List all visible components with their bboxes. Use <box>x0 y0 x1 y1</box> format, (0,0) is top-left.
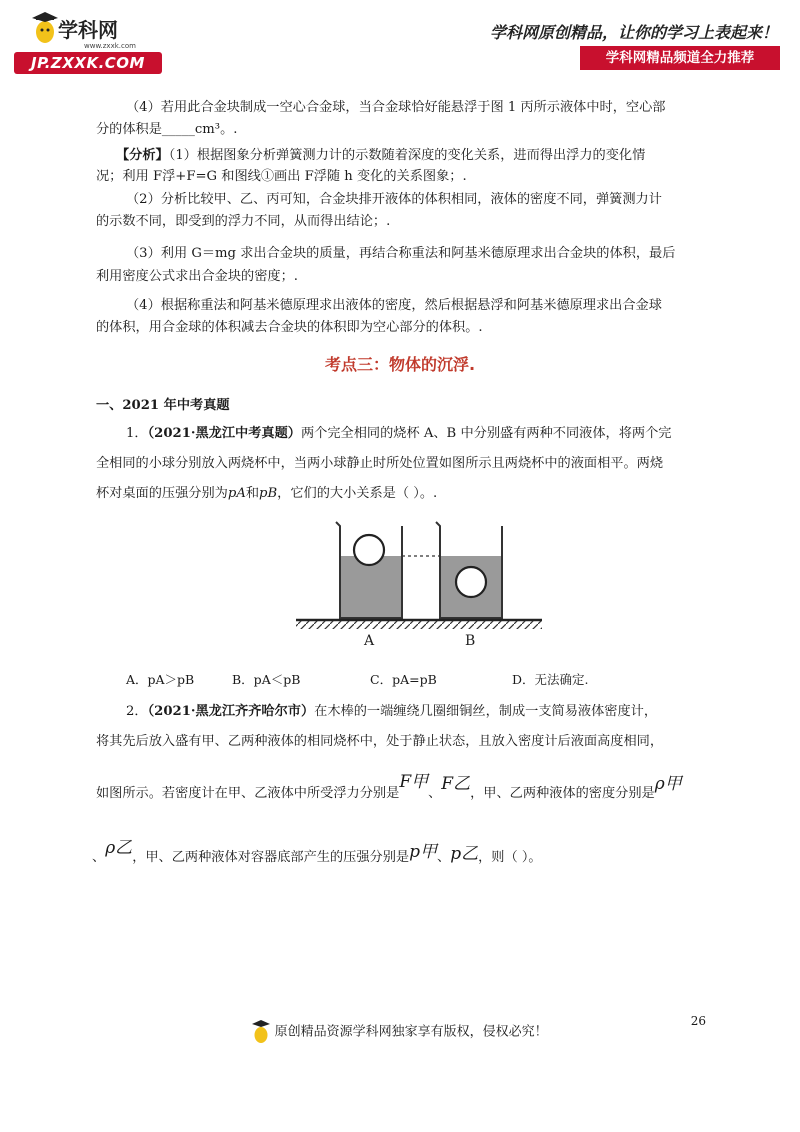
q2-f-yi: F乙 <box>441 774 471 794</box>
mascot-icon <box>252 1020 270 1044</box>
site-logo <box>14 12 164 74</box>
q2-p-yi: p乙 <box>450 844 479 864</box>
analysis-1b: 况；利用 F浮+F=G 和图线①画出 F浮随 h 变化的关系图象；. <box>96 169 467 184</box>
q2-rho-yi: ρ乙 <box>105 838 133 858</box>
footer-copyright <box>0 1020 800 1044</box>
q4-line1: （4）若用此合金块制成一空心合金球，当合金球恰好能悬浮于图 1 丙所示液体中时，空心部 <box>126 100 666 115</box>
q1-option-a: A．pA＞pB <box>126 672 195 687</box>
q2-f-jia: F甲 <box>399 772 429 792</box>
header-slogan: 学科网原创精品，让你的学习上表起来！ <box>489 23 778 42</box>
q2-line1 <box>126 702 657 722</box>
logo-name: 学科网 <box>58 18 118 42</box>
q4-line2: 分的体积是_____cm³。. <box>96 122 238 137</box>
q1-line1 <box>126 424 671 444</box>
q2-text4a: ，甲、乙两种液体对容器底部产生的压强分别是 <box>132 850 410 865</box>
header-recommend-bar: 学科网精品频道全力推荐 <box>580 46 780 70</box>
q2-line2: 将其先后放入盛有甲、乙两种液体的相同烧杯中，处于静止状态，且放入密度计后液面高度相同， <box>96 734 664 749</box>
q1-number: 1． <box>126 426 148 441</box>
analysis-line1 <box>116 146 645 166</box>
analysis-1a: （1）根据图象分析弹簧测力计的示数随着深度的变化关系，进而得出浮力的变化情 <box>168 148 646 163</box>
analysis-3b: 利用密度公式求出合金块的密度；. <box>96 269 299 284</box>
q1-option-d: D．无法确定. <box>512 672 589 687</box>
q2-source: （2021·黑龙江齐齐哈尔市） <box>147 704 315 719</box>
label-a: A <box>364 633 375 649</box>
q2-p-jia: p甲 <box>409 842 438 862</box>
analysis-label: 【分析】 <box>116 148 169 163</box>
label-b: B <box>465 633 476 649</box>
student-mascot-icon <box>32 12 58 46</box>
ball-b <box>456 567 486 597</box>
section-title: 考点三：物体的沉浮. <box>324 355 476 374</box>
q2-rho-jia: ρ甲 <box>654 774 682 794</box>
q2-text1: 在木棒的一端缠绕几圈细铜丝，制成一支简易液体密度计， <box>314 704 658 719</box>
beaker-a <box>336 522 402 618</box>
logo-url: www.zxxk.com <box>84 42 136 50</box>
analysis-4a: （4）根据称重法和阿基米德原理求出液体的密度，然后根据悬浮和阿基米德原理求出合金球 <box>126 298 662 313</box>
q1-line3 <box>96 484 437 504</box>
q1-pb: pB <box>259 486 278 501</box>
q2-text4b: ，则（ ）。 <box>478 850 542 865</box>
q2-line4 <box>92 838 542 868</box>
q1-option-b: B．pA＜pB <box>232 672 301 687</box>
q2-text3b: ，甲、乙两种液体的密度分别是 <box>470 786 655 801</box>
q1-text1: 两个完全相同的烧杯 A、B 中分别盛有两种不同液体，将两个完 <box>300 426 672 441</box>
q2-number: 2． <box>126 704 148 719</box>
q2-line4-sep: 、 <box>92 850 106 865</box>
q1-line2: 全相同的小球分别放入两烧杯中，当两小球静止时所处位置如图所示且两烧杯中的液面相平。两烧 <box>96 456 664 471</box>
logo-domain: JP.ZXXK.COM <box>14 52 162 74</box>
beaker-b <box>436 522 502 618</box>
analysis-2a: （2）分析比较甲、乙、丙可知，合金块排开液体的体积相同，液体的密度不同，弹簧测力计 <box>126 192 662 207</box>
analysis-3a: （3）利用 G＝mg 求出合金块的质量，再结合称重法和阿基米德原理求出合金块的体积，最后 <box>126 246 676 261</box>
q1-pa: pA <box>227 486 246 501</box>
table-hatch <box>296 621 542 629</box>
subsection-heading: 一、2021 年中考真题 <box>96 398 230 413</box>
beaker-figure <box>290 512 550 652</box>
page-number: 26 <box>690 1014 706 1028</box>
q2-line3 <box>96 772 682 804</box>
q2-sep2: 、 <box>437 850 451 865</box>
q1-source: （2021·黑龙江中考真题） <box>147 426 301 441</box>
analysis-4b: 的体积，用合金球的体积减去合金块的体积即为空心部分的体积。. <box>96 320 483 335</box>
q1-text3b: ，它们的大小关系是（ ）。. <box>277 486 438 501</box>
q2-text3a: 如图所示。若密度计在甲、乙液体中所受浮力分别是 <box>96 786 400 801</box>
q1-and: 和 <box>245 486 260 501</box>
ball-a <box>354 535 384 565</box>
q2-sep1: 、 <box>428 786 442 801</box>
analysis-2b: 的示数不同，即受到的浮力不同，从而得出结论；. <box>96 214 391 229</box>
q1-text3a: 杯对桌面的压强分别为 <box>96 486 228 501</box>
footer-text: 原创精品资源学科网独家享有版权，侵权必究！ <box>274 1024 548 1040</box>
q1-option-c: C．pA=pB <box>370 672 437 687</box>
